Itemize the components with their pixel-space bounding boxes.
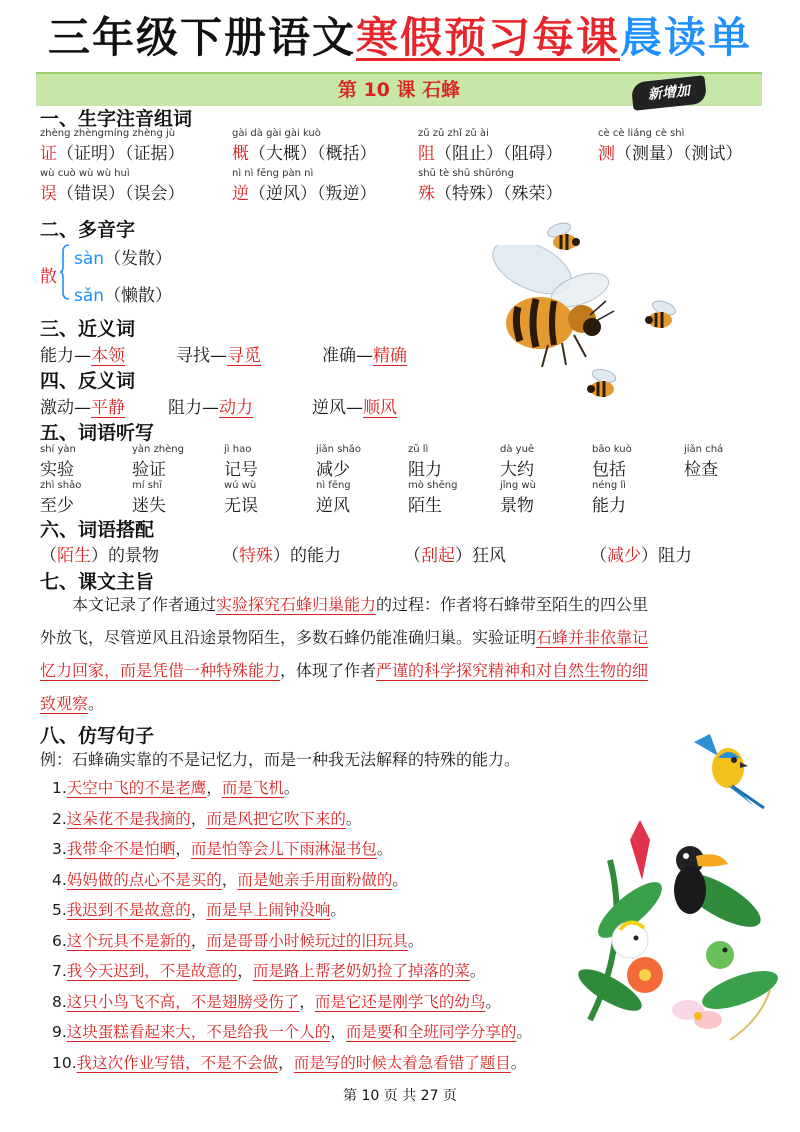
bee-icon-small-2 — [640, 300, 680, 332]
bee-icon-small-1 — [545, 222, 585, 254]
comma: ， — [330, 1023, 346, 1041]
num: 4. — [52, 870, 67, 889]
part-a: 我迟到不是故意的 — [66, 901, 191, 919]
highlight: 石蜂并非依靠记 — [536, 628, 649, 647]
char: 证 — [40, 144, 57, 164]
word: 迷失 — [132, 496, 166, 516]
comma: ， — [190, 931, 207, 950]
part-a: 我这次作业写错，不是不会做 — [76, 1053, 279, 1072]
end: 。 — [330, 901, 346, 919]
end: 。 — [516, 1023, 532, 1041]
end: 。 — [510, 1053, 527, 1072]
sentence-item — [52, 929, 532, 960]
polyphone-char: 散 — [40, 267, 57, 287]
char: 测 — [598, 144, 615, 164]
sentence-item — [52, 959, 532, 990]
word: 能力 — [592, 496, 626, 516]
part-a: 这只小鸟飞不高，不是翅膀受伤了 — [66, 992, 300, 1011]
title-part-2: 寒假预习 — [355, 13, 532, 62]
words: （特殊）（殊荣） — [435, 184, 563, 204]
s1-entry — [40, 168, 185, 204]
words: （错误）（误会） — [57, 184, 185, 204]
section-7-heading: 七、课文主旨 — [40, 571, 155, 593]
sentence-item — [52, 990, 532, 1021]
char: 误 — [40, 184, 57, 204]
word: 检查 — [684, 460, 718, 480]
end: 。 — [469, 962, 486, 980]
pinyin: wú wù — [224, 480, 257, 491]
part-b: 而是写的时候太着急看错了题目 — [293, 1053, 511, 1072]
word-b: 动力 — [219, 398, 253, 418]
parrot-illustration — [688, 728, 768, 810]
section-8-heading: 八、仿写句子 — [40, 725, 155, 747]
text: 外放飞，尽管逆风且沿途景物陌生，多数石蜂仍能准确归巢。实验证明 — [40, 628, 537, 647]
pinyin: bāo kuò — [592, 444, 632, 455]
comma: ， — [190, 809, 207, 828]
sentence-item — [52, 868, 532, 899]
pinyin: shí yàn — [40, 444, 76, 455]
bee-illustration-large — [470, 245, 620, 375]
dictation-item — [40, 444, 76, 480]
num: 3. — [52, 840, 67, 858]
pinyin: jì hao — [224, 444, 252, 455]
part-a: 天空中飞的不是老鹰 — [66, 779, 207, 797]
word-b: 平静 — [91, 398, 125, 418]
word: 逆风 — [316, 496, 350, 516]
num: 2. — [52, 809, 67, 828]
sentence-item — [52, 1020, 532, 1051]
part-b: 而是要和全班同学分享的 — [345, 1023, 517, 1041]
pinyin: dà yuē — [500, 444, 535, 455]
dictation-item — [408, 444, 442, 480]
words: （证明）（证据） — [57, 144, 185, 164]
section-1-heading: 一、生字注音组词 — [40, 108, 193, 130]
s1-entry — [40, 128, 185, 164]
comma: ， — [221, 870, 238, 889]
text: 的过程：作者将石蜂带至陌生的四公里 — [376, 595, 649, 614]
part-b: 而是早上闹钟没响 — [206, 901, 331, 919]
polyphone-item — [74, 244, 172, 269]
word: （发散） — [104, 249, 173, 269]
word-a: 寻找— — [176, 346, 227, 366]
s1-entry — [418, 168, 563, 204]
end: 。 — [392, 870, 408, 889]
pinyin: sàn — [74, 249, 105, 269]
dictation-item — [592, 480, 626, 516]
word-b: 顺风 — [363, 398, 397, 418]
num: 10. — [52, 1053, 77, 1072]
word-b: 寻觅 — [227, 346, 261, 366]
rest: 的能力 — [290, 546, 341, 566]
word: 记号 — [224, 460, 258, 480]
word-a: 阻力— — [168, 398, 219, 418]
word: 包括 — [592, 460, 626, 480]
word-b: 本领 — [91, 346, 125, 366]
dictation-item — [224, 444, 258, 480]
word-b: 精确 — [373, 346, 407, 366]
title-part-4: 晨读单 — [620, 13, 753, 62]
highlight: 实验探究石蜂归巢能力 — [216, 595, 377, 614]
sentence-item — [52, 837, 532, 868]
sentence-item — [52, 898, 532, 929]
pinyin: gài dà gài gài kuò — [232, 128, 321, 139]
part-b: 而是它还是刚学飞的幼鸟 — [314, 992, 486, 1011]
bee-icon-small-3 — [582, 368, 622, 400]
char: 阻 — [418, 144, 435, 164]
pinyin: wù cuò wù wù huì — [40, 168, 130, 179]
part-b: 而是哥哥小时候玩过的旧玩具 — [206, 931, 408, 950]
highlight: 严谨的科学探究精神和对自然生物的细 — [376, 661, 649, 680]
fill: 刮起 — [421, 546, 455, 566]
sentence-item — [52, 807, 532, 838]
char: 殊 — [418, 184, 435, 204]
dictation-item — [408, 480, 457, 516]
char: 逆 — [232, 184, 249, 204]
pinyin: zhèng zhèngmíng zhèng jù — [40, 128, 176, 139]
brace — [60, 244, 70, 300]
pinyin: zǔ lì — [408, 444, 429, 455]
word: 实验 — [40, 460, 74, 480]
section-2-heading: 二、多音字 — [40, 219, 136, 241]
highlight: 忆力回家，而是凭借一种特殊能力 — [40, 661, 281, 680]
num: 8. — [52, 992, 67, 1011]
part-b: 而是飞机 — [221, 779, 284, 797]
s1-entry — [232, 168, 377, 204]
word-a: 能力— — [40, 346, 91, 366]
collocation: （减少）阻力 — [590, 546, 692, 566]
text: ，体现了作者 — [280, 661, 377, 680]
sentence-list — [52, 776, 532, 1081]
dictation-item — [592, 444, 632, 480]
num: 7. — [52, 962, 67, 980]
s1-entry — [232, 128, 377, 164]
pinyin: jiǎn chá — [684, 444, 724, 455]
part-a: 我今天迟到，不是故意的 — [66, 962, 238, 980]
text: 。 — [88, 694, 105, 713]
dictation-item — [500, 444, 534, 480]
pinyin: yàn zhèng — [132, 444, 184, 455]
s1-entry — [418, 128, 563, 164]
comma: ， — [175, 840, 191, 858]
antonym-pair — [312, 393, 397, 418]
num: 1. — [52, 779, 67, 797]
comma: ， — [299, 992, 315, 1011]
word: （懒散） — [104, 286, 173, 306]
synonym-pair — [322, 341, 407, 366]
comma: ， — [278, 1053, 294, 1072]
pinyin: nì fēng — [316, 480, 351, 491]
pinyin: shū tè shū shūróng — [418, 168, 514, 179]
part-a: 这朵花不是我摘的 — [66, 809, 191, 828]
rest: 阻力 — [658, 546, 692, 566]
example-sentence: 例：石蜂确实靠的不是记忆力，而是一种我无法解释的特殊的能力。 — [40, 750, 521, 769]
word: 无误 — [224, 496, 258, 516]
pinyin: cè cè liáng cè shì — [598, 128, 685, 139]
collocation: （刮起）狂风 — [404, 546, 506, 566]
dictation-item — [132, 444, 184, 480]
polyphone-item — [74, 281, 172, 306]
page-number: 第 10 页 共 27 页 — [343, 1088, 457, 1104]
fill: 陌生 — [57, 546, 91, 566]
pinyin: néng lì — [592, 480, 626, 491]
char: 概 — [232, 144, 249, 164]
dictation-item — [684, 444, 723, 480]
end: 。 — [485, 992, 501, 1011]
lesson-title: 第 10 课 石蜂 — [337, 79, 461, 101]
collocation: （特殊）的能力 — [222, 546, 341, 566]
section-3-heading: 三、近义词 — [40, 318, 136, 340]
words: （阻止）（阻碍） — [435, 144, 563, 164]
section-4-heading: 四、反义词 — [40, 370, 136, 392]
part-b: 而是怕等会儿下雨淋湿书包 — [190, 840, 377, 858]
part-a: 这块蛋糕看起来大，不是给我一个人的 — [66, 1023, 331, 1041]
text: 本文记录了作者通过 — [72, 595, 217, 614]
title-part-3: 每课 — [532, 13, 621, 62]
pinyin: jiǎn shǎo — [316, 444, 361, 455]
antonym-pair — [168, 393, 253, 418]
dictation-item — [40, 480, 81, 516]
comma: ， — [190, 901, 207, 919]
new-badge: 新增加 — [631, 75, 708, 111]
pinyin: zhì shǎo — [40, 480, 82, 491]
sentence-item — [52, 1051, 532, 1082]
end: 。 — [345, 809, 362, 828]
tropical-flowers-illustration — [570, 820, 780, 1050]
num: 6. — [52, 931, 67, 950]
words: （测量）（测试） — [615, 144, 743, 164]
highlight: 致观察 — [40, 694, 89, 713]
word: 验证 — [132, 460, 166, 480]
summary-paragraph — [40, 588, 770, 720]
comma: ， — [237, 962, 253, 980]
dictation-item — [500, 480, 536, 516]
word: 减少 — [316, 460, 350, 480]
pinyin: mò shēng — [408, 480, 458, 491]
pinyin: nì nì fēng pàn nì — [232, 168, 314, 179]
pinyin: zǔ zǔ zhǐ zǔ ài — [418, 128, 489, 139]
comma: ， — [206, 779, 222, 797]
word: 至少 — [40, 496, 74, 516]
synonym-pair — [176, 341, 261, 366]
word: 阻力 — [408, 460, 442, 480]
word: 陌生 — [408, 496, 442, 516]
rest: 狂风 — [472, 546, 506, 566]
word-a: 逆风— — [312, 398, 363, 418]
end: 。 — [376, 840, 393, 858]
part-b: 而是她亲手用面粉做的 — [237, 870, 393, 889]
word-a: 激动— — [40, 398, 91, 418]
end: 。 — [407, 931, 424, 950]
s1-entry — [598, 128, 743, 164]
word-a: 准确— — [322, 346, 373, 366]
dictation-item — [316, 480, 351, 516]
fill: 特殊 — [239, 546, 273, 566]
pinyin: mí shī — [132, 480, 163, 491]
part-b: 而是路上帮老奶奶捡了掉落的菜 — [252, 962, 470, 980]
rest: 的景物 — [108, 546, 159, 566]
section-6-heading: 六、词语搭配 — [40, 519, 155, 541]
antonym-pair — [40, 393, 125, 418]
synonym-pair — [40, 341, 125, 366]
fill: 减少 — [607, 546, 641, 566]
part-a: 妈妈做的点心不是买的 — [66, 870, 222, 889]
dictation-item — [316, 444, 361, 480]
end: 。 — [283, 779, 300, 797]
dictation-item — [224, 480, 258, 516]
pinyin: sǎn — [74, 286, 105, 306]
page-title — [0, 12, 800, 64]
sentence-item — [52, 776, 532, 807]
words: （逆风）（叛逆） — [249, 184, 377, 204]
collocation: （陌生）的景物 — [40, 546, 159, 566]
dictation-item — [132, 480, 166, 516]
num: 9. — [52, 1023, 67, 1041]
part-a: 我带伞不是怕晒 — [66, 840, 176, 858]
section-5-heading: 五、词语听写 — [40, 422, 155, 444]
word: 大约 — [500, 460, 534, 480]
part-b: 而是风把它吹下来的 — [206, 809, 346, 828]
part-a: 这个玩具不是新的 — [66, 931, 191, 950]
word: 景物 — [500, 496, 534, 516]
pinyin: jǐng wù — [500, 480, 536, 491]
num: 5. — [52, 901, 67, 919]
words: （大概）（概括） — [249, 144, 377, 164]
title-part-1: 三年级下册语文 — [47, 13, 356, 62]
